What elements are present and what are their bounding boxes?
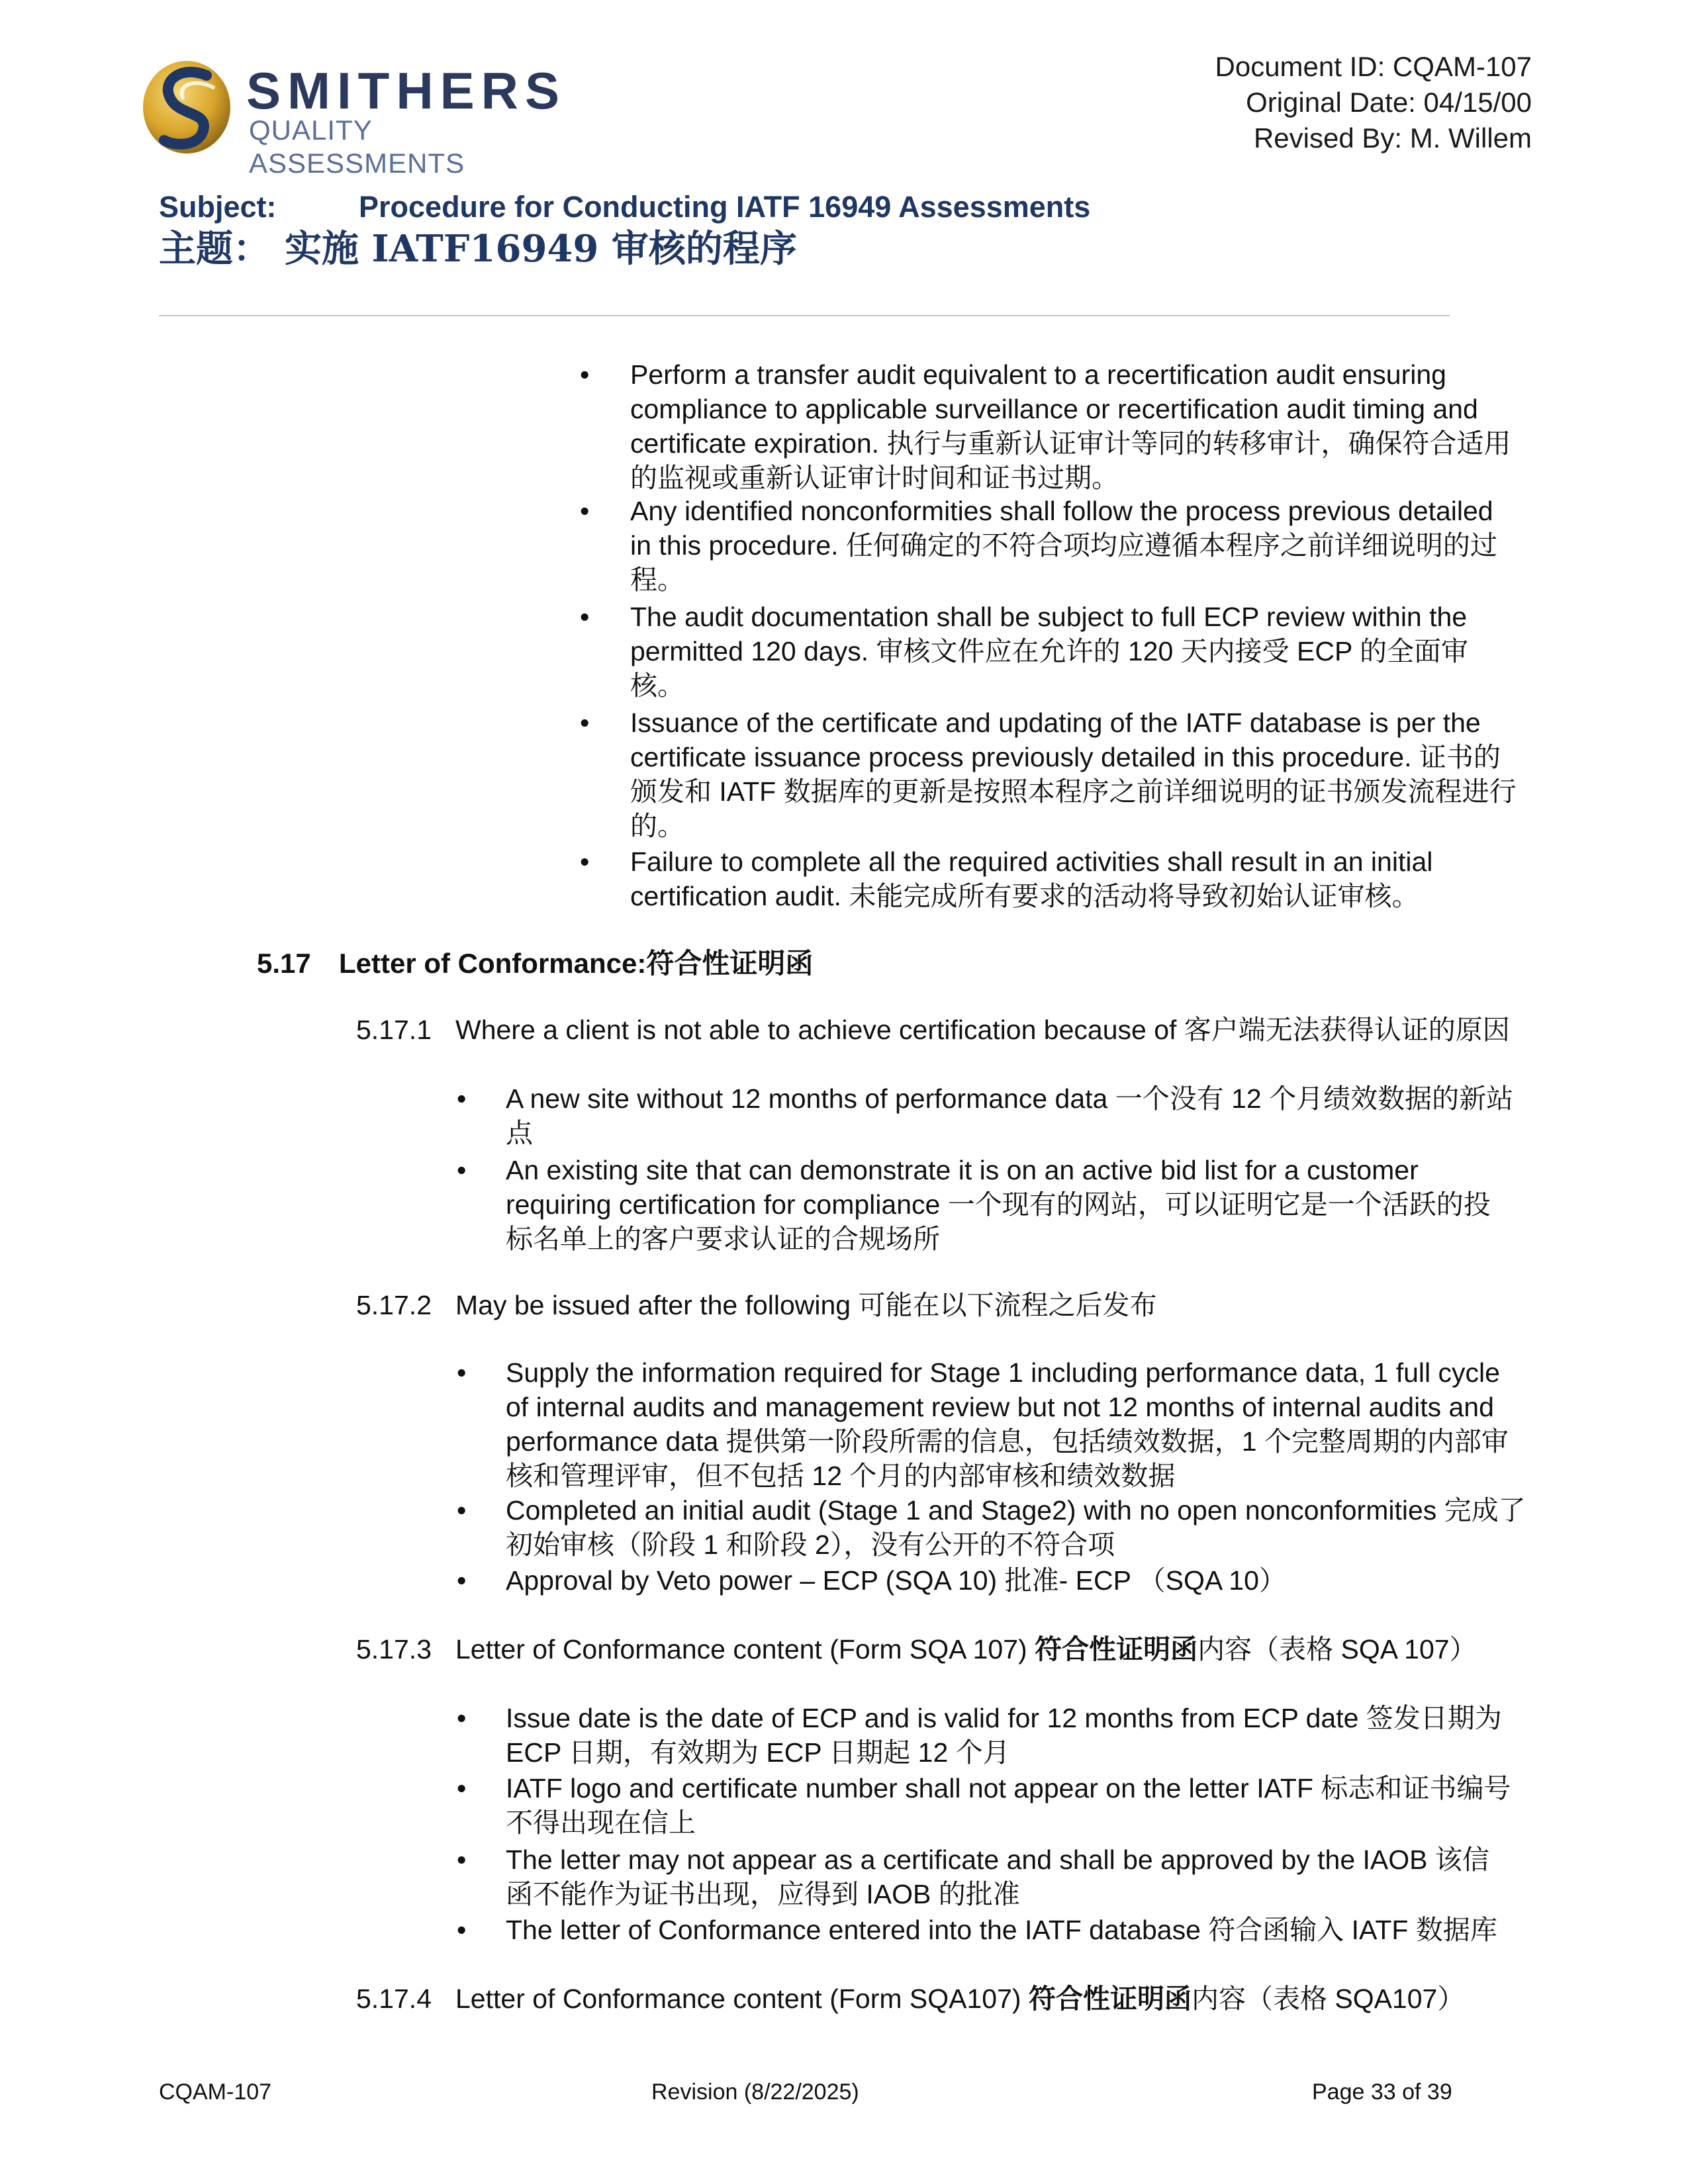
subsection-number: 5.17.2 [356,1290,432,1320]
original-date: Original Date: 04/15/00 [1246,87,1532,118]
subject-label: Subject: [159,190,277,224]
bullet-icon: • [457,1703,467,1733]
list-item [580,494,1533,600]
bullet-text: Failure to complete all the required activities shall result in an initial certification audit. 未能完成所有要求的活动将导致初始认证审核。 [630,846,1433,911]
bullet-text: An existing site that can demonstrate it is on an active bid list for a customer requiring certification for compliance 一个现有的网站，可以证明它是一个活跃的投标名单上的客户要求认证的合规场所 [506,1155,1491,1254]
bullet-icon: • [457,1565,467,1596]
subsection-number: 5.17.4 [356,1983,432,2014]
bullet-icon: • [580,707,590,738]
bullet-text: The letter may not appear as a certificate and shall be approved by the IAOB 该信函不能作为证书出现，应得到 IAOB 的批准 [506,1844,1489,1909]
bullet-text: Issue date is the date of ECP and is valid for 12 months from ECP date 签发日期为 ECP 日期，有效期为 ECP 日期起 12 个月 [506,1703,1502,1768]
subsection-title-bold: 符合性证明函 [1035,1634,1198,1664]
list-item [457,1081,1542,1150]
subsection-heading [356,1632,1548,1669]
footer-page-number: Page 33 of 39 [1312,2079,1452,2105]
smithers-swirl-icon [142,58,234,158]
list-item [457,1771,1542,1840]
bullet-text: Issuance of the certificate and updating of the IATF database is per the certificate issuance process previously detailed in this procedure. 证书的颁发和 IATF 数据库的更新是按照本程序之前详细说明的证书颁发流程进行的。 [630,707,1517,841]
bullet-icon: • [580,846,590,877]
subsection-heading [356,1981,1548,2019]
subsection-title: Where a client is not able to achieve certification because of 客户端无法获得认证的原因 [455,1015,1510,1045]
list-item [580,705,1533,844]
bullet-text: Approval by Veto power – ECP (SQA 10) 批准- ECP （SQA 10） [506,1565,1286,1596]
subject-title-cn: 实施 IATF16949 审核的程序 [285,227,797,271]
bullet-icon: • [457,1357,467,1388]
smithers-logo [142,58,592,179]
bullet-text: Any identified nonconformities shall follow the process previous detailed in this procedure. 任何确定的不符合项均应遵循本程序之前详细说明的过程。 [630,496,1497,595]
document-id: Document ID: CQAM-107 [1215,51,1532,82]
bullet-icon: • [457,1083,467,1114]
subsection-title-tail: 内容（表格 SQA 107） [1197,1634,1477,1664]
bullet-icon: • [457,1844,467,1875]
subject-label-cn: 主题： [159,227,270,271]
subsection-title-bold: 符合性证明函 [1028,1983,1192,2014]
subsection-number: 5.17.1 [356,1015,432,1045]
header-divider [159,315,1450,316]
list-item [457,1563,1542,1600]
section-heading [257,945,813,982]
list-item [457,1355,1542,1494]
subsection-title-plain: Letter of Conformance content (Form SQA107) [455,1983,1029,2014]
revised-by: Revised By: M. Willem [1253,122,1532,154]
subsection-title-tail: 内容（表格 SQA107） [1191,1983,1465,2014]
subsection-title [455,1632,1477,1666]
bullet-icon: • [580,602,590,632]
bullet-text: Completed an initial audit (Stage 1 and Stage2) with no open nonconformities 完成了初始审核（阶段 1 和阶段 2），没有公开的不符合项 [506,1495,1526,1560]
section-number: 5.17 [257,948,311,979]
subsection-title [455,1981,1464,2016]
bullet-text: IATF logo and certificate number shall not appear on the letter IATF 标志和证书编号不得出现在信上 [506,1773,1511,1838]
list-item [457,1913,1542,1950]
bullet-icon: • [457,1773,467,1803]
bullet-text: Perform a transfer audit equivalent to a recertification audit ensuring compliance to applicable surveillance or recertification audit timing and certificate expiration. 执行与重新认证审计等同的转移审计，确保符合适用的监视或重新认证审计时间和证书过期。 [630,359,1511,493]
subsection-title: May be issued after the following 可能在以下流程之后发布 [455,1290,1157,1320]
subsection-heading [356,1288,1548,1325]
bullet-icon: • [457,1155,467,1185]
bullet-text: Supply the information required for Stage 1 including performance data, 1 full cycle of internal audits and management review but not 12 months of internal audits and performance data 提供第一阶段所需的信息，包括绩效数据，1 个完整周期的内部审核和管理评审，但不包括 12 个月的内部审核和绩效数据 [506,1357,1509,1491]
list-item [580,357,1533,496]
subsection-heading [356,1013,1548,1050]
bullet-icon: • [457,1915,467,1945]
subsection-number: 5.17.3 [356,1634,432,1664]
list-item [457,1701,1542,1770]
document-meta [1215,49,1532,156]
bullet-icon: • [457,1495,467,1525]
subject-title: Procedure for Conducting IATF 16949 Assessments [359,190,1091,224]
footer-doc-id: CQAM-107 [159,2079,272,2105]
bullet-text: The audit documentation shall be subject to full ECP review within the permitted 120 days. 审核文件应在允许的 120 天内接受 ECP 的全面审核。 [630,602,1469,701]
list-item [457,1843,1542,1911]
bullet-text: The letter of Conformance entered into the IATF database 符合函输入 IATF 数据库 [506,1915,1497,1945]
section-title: Letter of Conformance:符合性证明函 [339,948,814,979]
bullet-icon: • [580,359,590,390]
bullet-text: A new site without 12 months of performance data 一个没有 12 个月绩效数据的新站点 [506,1083,1514,1148]
brand-subtitle: QUALITY ASSESSMENTS [249,114,465,179]
list-item [457,1493,1542,1562]
brand-name: SMITHERS [246,62,567,120]
footer-revision: Revision (8/22/2025) [651,2079,859,2105]
subsection-title-plain: Letter of Conformance content (Form SQA 107) [455,1634,1035,1664]
subject-line-cn [159,225,797,273]
list-item [580,844,1533,917]
list-item [457,1153,1542,1256]
list-item [580,600,1533,705]
bullet-icon: • [580,496,590,526]
subject-line [159,187,1090,227]
